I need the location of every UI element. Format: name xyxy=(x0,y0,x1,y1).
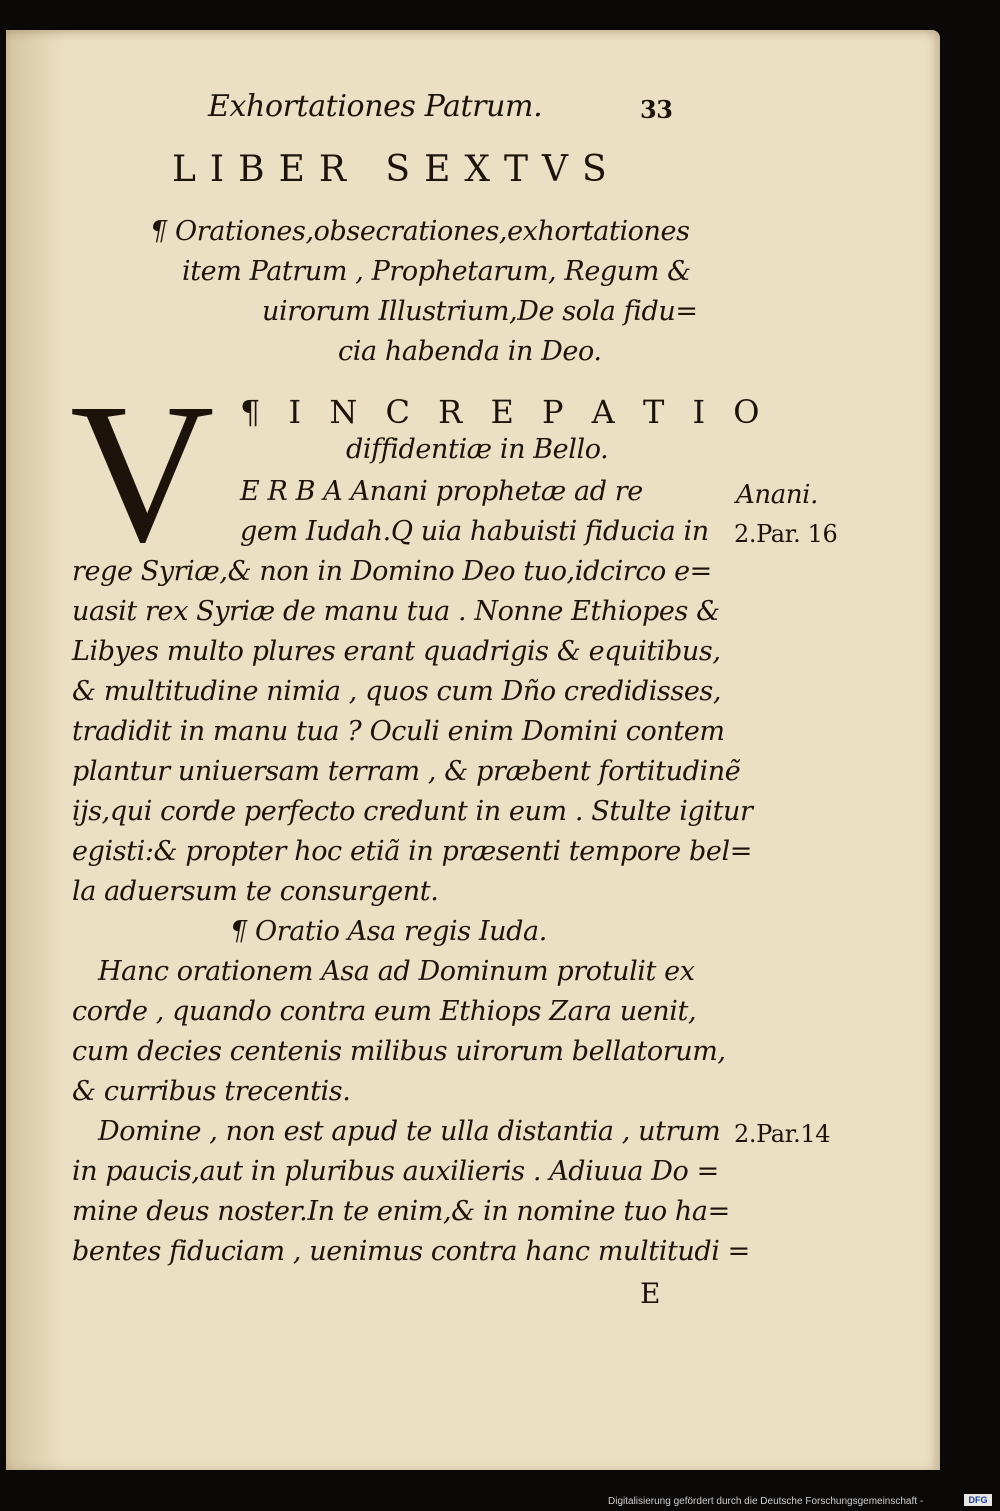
section-title: ¶ Oratio Asa regis Iuda. xyxy=(230,916,547,947)
heading-line: cia habenda in Deo. xyxy=(338,336,602,367)
body-line: egisti:& propter hoc etiã in præsenti tempore bel= xyxy=(72,836,752,867)
book-title: LIBER SEXTVS xyxy=(172,149,621,190)
body-line: & curribus trecentis. xyxy=(72,1076,351,1107)
heading-line: uirorum Illustrium,De sola fidu= xyxy=(262,296,698,327)
body-line: & multitudine nimia , quos cum Dño credidisses, xyxy=(72,676,722,707)
dfg-logo: DFG xyxy=(964,1494,992,1506)
body-line: uasit rex Syriæ de manu tua . Nonne Ethiopes & xyxy=(72,596,720,627)
margin-reference: 2.Par. 16 xyxy=(734,520,838,548)
gutter-shadow xyxy=(6,30,66,1470)
body-line: gem Iudah.Q uia habuisti fiducia in xyxy=(240,516,709,547)
signature-mark: E xyxy=(640,1277,661,1310)
body-line: plantur uniuersam terram , & præbent fortitudinẽ xyxy=(72,756,741,787)
body-line: Hanc orationem Asa ad Dominum protulit ex xyxy=(98,956,695,987)
body-line: mine deus noster.In te enim,& in nomine tuo ha= xyxy=(72,1196,730,1227)
heading-line: ¶ Orationes,obsecrationes,exhortationes xyxy=(150,216,690,247)
body-line: in paucis,aut in pluribus auxilieris . Adiuua Do = xyxy=(72,1156,719,1187)
body-line: rege Syriæ,& non in Domino Deo tuo,idcirco e= xyxy=(72,556,712,587)
body-line: ijs,qui corde perfecto credunt in eum . Stulte igitur xyxy=(72,796,753,827)
body-line: Domine , non est apud te ulla distantia , utrum xyxy=(98,1116,721,1147)
margin-reference: 2.Par.14 xyxy=(734,1120,831,1148)
drop-cap: V xyxy=(70,363,215,584)
section-title: ¶ I N C R E P A T I O xyxy=(240,393,769,431)
section-subtitle: diffidentiæ in Bello. xyxy=(346,434,609,465)
body-line: bentes fiduciam , uenimus contra hanc multitudi = xyxy=(72,1236,750,1267)
body-line: la aduersum te consurgent. xyxy=(72,876,439,907)
heading-line: item Patrum , Prophetarum, Regum & xyxy=(182,256,691,287)
digitization-credit: Digitalisierung gefördert durch die Deutsche Forschungsgemeinschaft - xyxy=(608,1496,924,1507)
running-title: Exhortationes Patrum. xyxy=(208,89,543,124)
body-line: cum decies centenis milibus uirorum bellatorum, xyxy=(72,1036,726,1067)
body-line: tradidit in manu tua ? Oculi enim Domini contem xyxy=(72,716,725,747)
body-line: Libyes multo plures erant quadrigis & equitibus, xyxy=(72,636,721,667)
folio-number: 33 xyxy=(640,95,673,124)
margin-note: Anani. xyxy=(736,480,818,510)
body-line: E R B A Anani prophetæ ad re xyxy=(240,476,643,507)
body-line: corde , quando contra eum Ethiops Zara uenit, xyxy=(72,996,697,1027)
